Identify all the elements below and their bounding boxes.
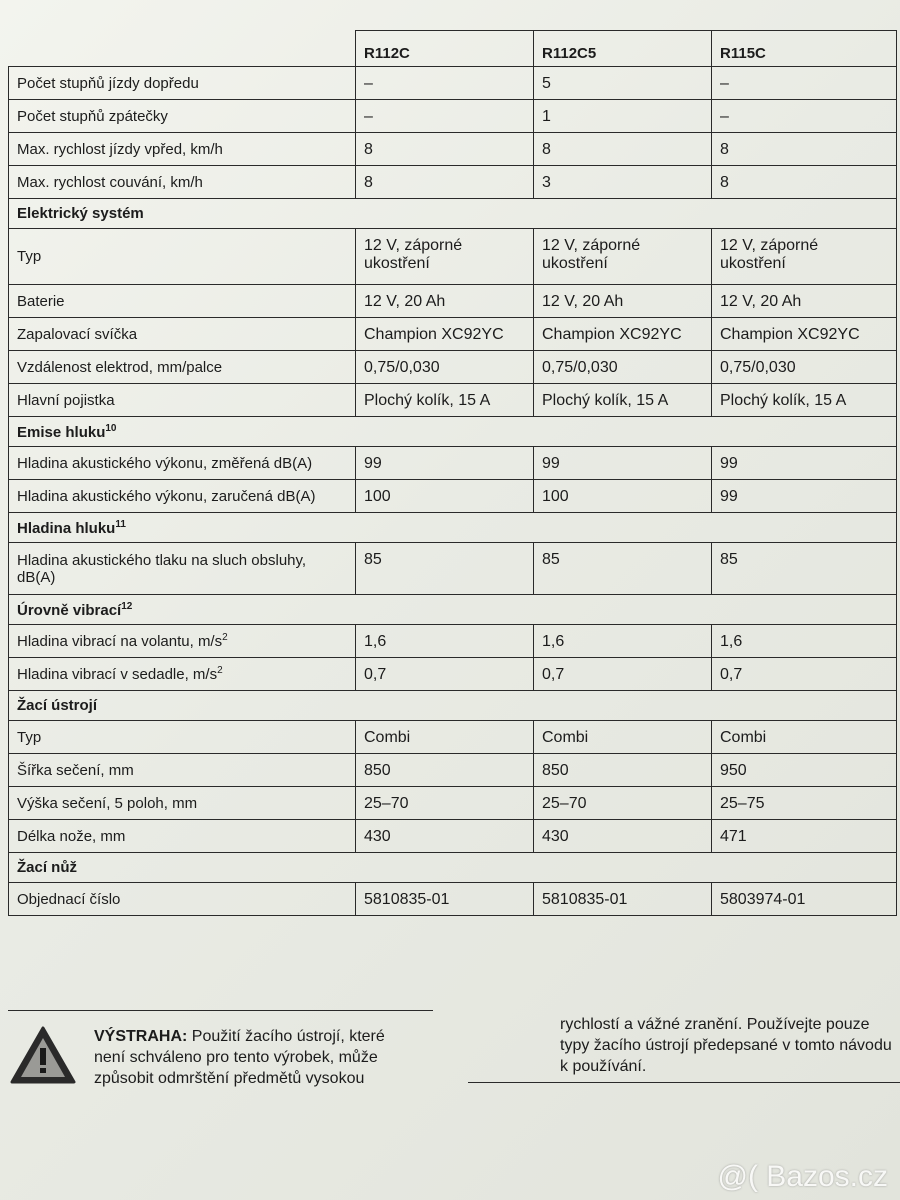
table-row [9,100,897,133]
row-label [9,625,356,658]
row-label-text: Počet stupňů jízdy dopředu [17,74,199,92]
row-label-text: Objednací číslo [17,890,121,908]
value-cell: 0,7 [356,658,534,691]
value-cell: 25–75 [712,787,897,820]
value-cell: 8 [356,133,534,166]
value-cell: 5810835-01 [534,883,712,916]
table-row [9,480,897,513]
table-row [9,447,897,480]
bottom-rule [468,1082,900,1083]
value-cell: 430 [534,820,712,853]
section-label: Emise hluku [17,423,106,441]
model-header-r115c: R115C [712,31,897,67]
value-cell: 471 [712,820,897,853]
section-label: Žací ústrojí [17,697,98,714]
row-label-text: Počet stupňů zpátečky [17,107,168,125]
row-label [9,166,356,199]
table-row [9,543,897,595]
bazos-watermark: @( Bazos.cz [717,1160,888,1193]
value-cell: 100 [534,480,712,513]
warning-body: Použití žacího ústrojí, které není schváleno pro tento výrobek, může způsobit odmrštění předmětů vysokou [94,1028,385,1087]
value-cell: 99 [534,447,712,480]
unit-exponent: 2 [217,665,223,676]
row-label-text: Typ [17,728,42,746]
value-cell: 8 [712,133,897,166]
row-label [9,100,356,133]
table-row [9,285,897,318]
value-cell: 3 [534,166,712,199]
value-cell: 12 V, záporné ukostření [712,229,897,285]
section-row [9,691,897,721]
warning-top-rule [8,1010,433,1011]
warning-title: VÝSTRAHA: [94,1028,188,1045]
value-cell: 1,6 [356,625,534,658]
value-cell: 12 V, 20 Ah [534,285,712,318]
row-label [9,351,356,384]
value-cell: Combi [712,721,897,754]
value-cell: 12 V, záporné ukostření [356,229,534,285]
value-cell: 1 [534,100,712,133]
row-label-text: Max. rychlost jízdy vpřed, km/h [17,140,223,158]
row-label [9,318,356,351]
row-label [9,384,356,417]
row-label [9,721,356,754]
row-label-text: Šířka sečení, mm [17,761,134,779]
footnote-ref: 10 [105,422,117,434]
value-cell: Combi [356,721,534,754]
value-cell: 1,6 [534,625,712,658]
section-heading [9,417,897,447]
value-cell: Combi [534,721,712,754]
section-label: Elektrický systém [17,205,144,222]
row-label [9,658,356,691]
row-label-text: Délka nože, mm [17,827,126,845]
value-cell: 85 [534,543,712,595]
table-row [9,318,897,351]
value-cell: 99 [356,447,534,480]
value-cell: 850 [356,754,534,787]
table-row [9,721,897,754]
row-label [9,820,356,853]
section-heading [9,199,897,229]
row-label [9,447,356,480]
value-cell: Champion XC92YC [534,318,712,351]
value-cell: – [356,67,534,100]
model-header-r112c5: R112C5 [534,31,712,67]
value-cell: 99 [712,480,897,513]
table-row [9,658,897,691]
table-row [9,787,897,820]
row-label [9,480,356,513]
row-label [9,285,356,318]
model-header-row [9,31,897,67]
row-label [9,133,356,166]
value-cell: – [712,100,897,133]
section-row [9,199,897,229]
row-label-text: Hlavní pojistka [17,391,115,409]
row-label [9,754,356,787]
value-cell: – [712,67,897,100]
footnote-ref: 12 [121,600,133,612]
row-label-text: Hladina akustického výkonu, zaručená dB(A) [17,487,316,505]
value-cell: 8 [356,166,534,199]
value-cell: 8 [534,133,712,166]
model-header-r112c: R112C [356,31,534,67]
value-cell: 25–70 [356,787,534,820]
value-cell: 100 [356,480,534,513]
table-row [9,820,897,853]
row-label-text: Typ [17,248,42,265]
row-label-text: Max. rychlost couvání, km/h [17,173,203,191]
header-empty-cell [9,31,356,67]
value-cell: 25–70 [534,787,712,820]
warning-block [8,1010,438,1087]
value-cell: 99 [712,447,897,480]
section-label: Úrovně vibrací [17,601,122,619]
value-cell: 0,7 [534,658,712,691]
value-cell: Plochý kolík, 15 A [712,384,897,417]
value-cell: Champion XC92YC [712,318,897,351]
row-label [9,787,356,820]
row-label [9,229,356,285]
table-row [9,625,897,658]
table-row [9,883,897,916]
row-label [9,67,356,100]
row-label-text: Zapalovací svíčka [17,325,138,343]
warning-text [94,1026,414,1089]
section-heading [9,513,897,543]
value-cell: 0,75/0,030 [534,351,712,384]
value-cell: 8 [712,166,897,199]
row-label-text: Hladina vibrací v sedadle, m/s [17,666,218,683]
value-cell: Champion XC92YC [356,318,534,351]
table-row [9,351,897,384]
value-cell: – [356,100,534,133]
table-row [9,67,897,100]
table-row [9,166,897,199]
value-cell: 12 V, záporné ukostření [534,229,712,285]
value-cell: 12 V, 20 Ah [712,285,897,318]
value-cell: 1,6 [712,625,897,658]
value-cell: Plochý kolík, 15 A [356,384,534,417]
value-cell: 0,7 [712,658,897,691]
value-cell: 85 [712,543,897,595]
row-label-text: Vzdálenost elektrod, mm/palce [17,358,223,376]
section-row [9,417,897,447]
section-label: Žací nůž [17,859,78,876]
row-label-text: Baterie [17,292,65,310]
section-heading [9,853,897,883]
row-label [9,883,356,916]
section-row [9,853,897,883]
footnote-ref: 11 [115,518,126,530]
row-label-text: Hladina akustického tlaku na sluch obsluhy, dB(A) [17,551,307,586]
section-heading [9,595,897,625]
value-cell: 950 [712,754,897,787]
section-heading [9,691,897,721]
value-cell: 85 [356,543,534,595]
section-label: Hladina hluku [17,519,116,537]
value-cell: 0,75/0,030 [712,351,897,384]
value-cell: 5810835-01 [356,883,534,916]
section-row [9,513,897,543]
value-cell: 430 [356,820,534,853]
row-label-text: Hladina vibrací na volantu, m/s [17,633,223,650]
row-label-text: Hladina akustického výkonu, změřená dB(A) [17,454,313,472]
warning-triangle-icon [10,1026,76,1084]
table-row [9,229,897,285]
row-label-text: Výška sečení, 5 poloh, mm [17,794,198,812]
unit-exponent: 2 [222,632,228,643]
warning-continuation: rychlostí a vážné zranění. Používejte pouze typy žacího ústrojí předepsané v tomto návodu k používání. [560,1016,892,1075]
value-cell: 0,75/0,030 [356,351,534,384]
table-row [9,133,897,166]
specification-table [8,30,897,916]
value-cell: 12 V, 20 Ah [356,285,534,318]
section-row [9,595,897,625]
specification-body [9,67,897,916]
table-row [9,384,897,417]
value-cell: 5 [534,67,712,100]
value-cell: Plochý kolík, 15 A [534,384,712,417]
table-row [9,754,897,787]
value-cell: 5803974-01 [712,883,897,916]
row-label [9,543,356,595]
value-cell: 850 [534,754,712,787]
